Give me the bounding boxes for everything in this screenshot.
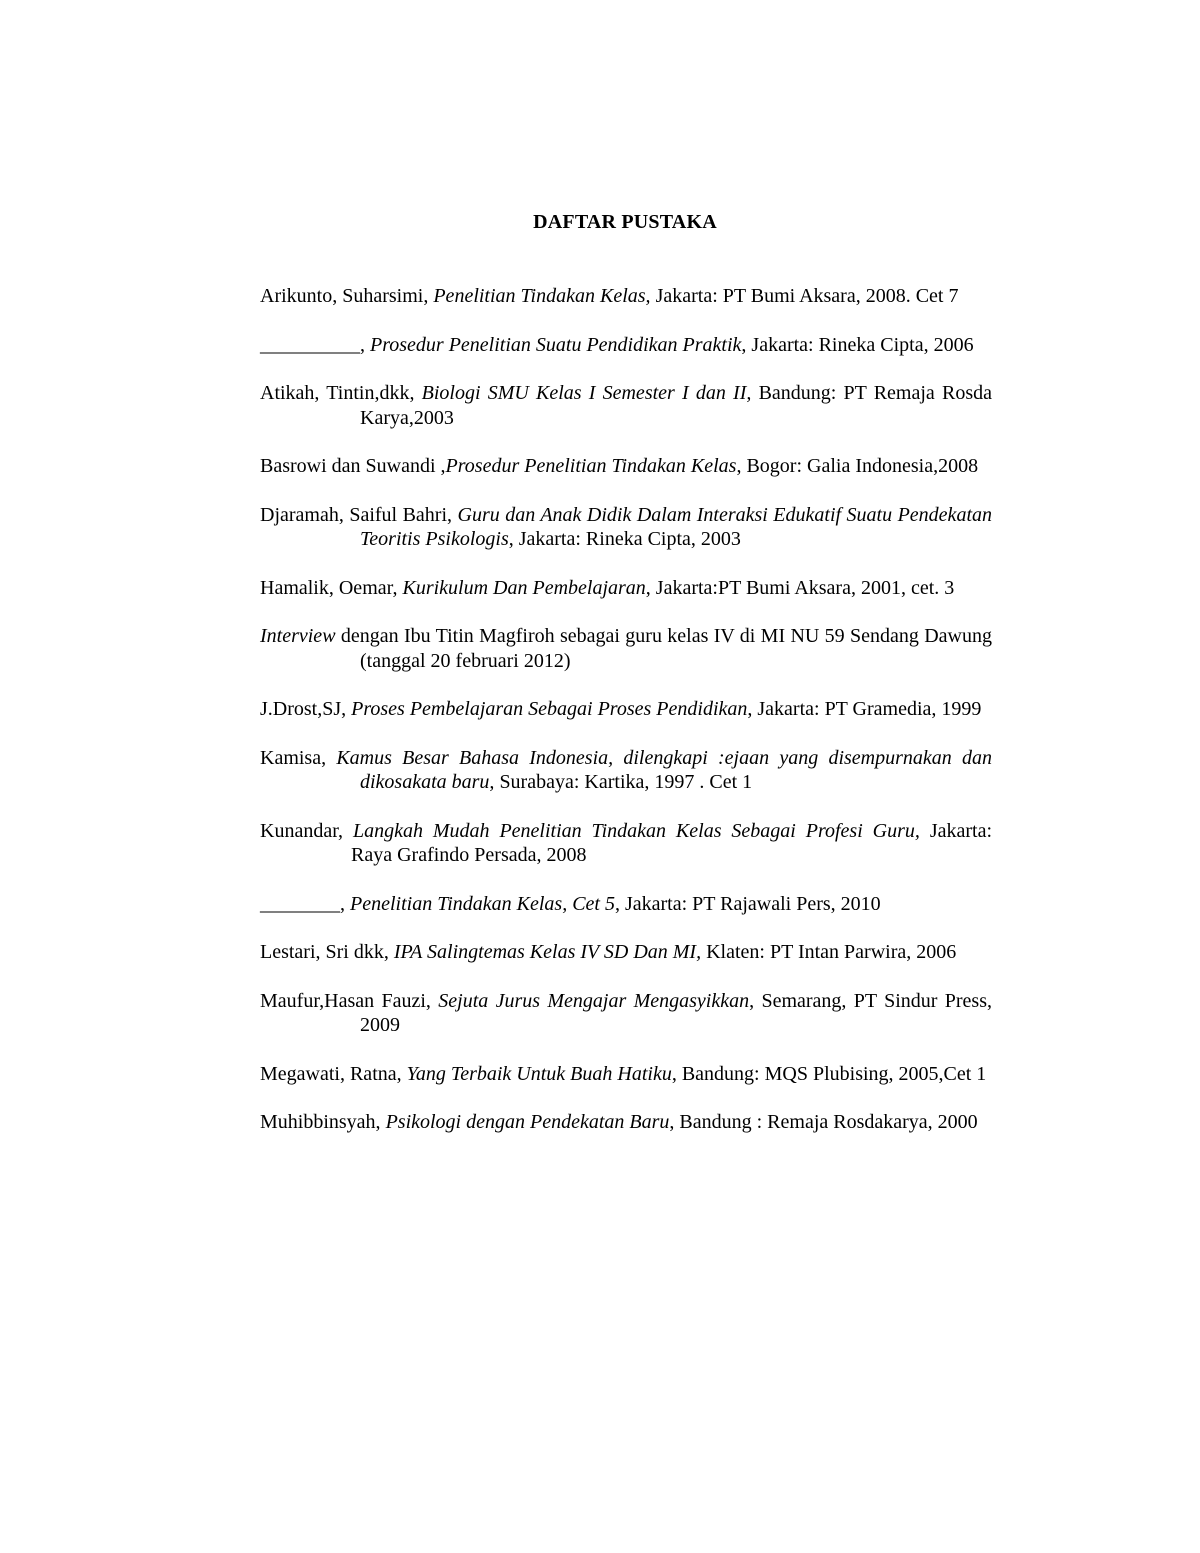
reference-author: Djaramah, Saiful Bahri, — [260, 503, 458, 526]
reference-publisher: Klaten: PT Intan Parwira, 2006 — [701, 941, 957, 963]
reference-title: Proses Pembelajaran Sebagai Proses Pendidikan — [351, 698, 748, 720]
reference-item — [260, 746, 992, 795]
reference-item — [260, 1062, 992, 1087]
reference-title: Penelitian Tindakan Kelas, Cet 5 — [350, 892, 615, 915]
reference-title: Kurikulum Dan Pembelajaran — [402, 576, 646, 599]
reference-publisher: , Bandung: MQS Plubising, 2005,Cet 1 — [671, 1062, 987, 1085]
reference-author: Maufur,Hasan Fauzi, — [260, 989, 439, 1012]
reference-author: __________, — [260, 333, 370, 356]
reference-title: Guru dan Anak Didik Dalam Interaksi Edukatif Suatu Pendekatan Teoritis Psikologis — [360, 503, 992, 550]
reference-title: Prosedur Penelitian Tindakan Kelas — [445, 455, 737, 477]
reference-author: Hamalik, Oemar, — [260, 576, 403, 599]
reference-author: Megawati, Ratna, — [260, 1062, 407, 1085]
reference-author: Lestari, Sri dkk, — [260, 941, 394, 963]
reference-item — [260, 381, 992, 430]
reference-title: Kamus Besar Bahasa Indonesia, dilengkapi :ejaan yang disempurnakan dan dikosakata baru, — [336, 746, 992, 793]
reference-publisher: , Semarang, PT Sindur Press, 2009 — [360, 989, 993, 1036]
reference-title: IPA Salingtemas Kelas IV SD Dan MI, — [393, 941, 702, 963]
reference-publisher: , Jakarta: Rineka Cipta, 2006 — [741, 333, 974, 356]
reference-item — [260, 819, 992, 868]
reference-title: Penelitian Tindakan Kelas, — [433, 285, 651, 307]
reference-item — [260, 892, 992, 917]
reference-item — [260, 454, 992, 479]
reference-author: ________, — [260, 892, 350, 915]
reference-item — [260, 697, 992, 722]
reference-publisher: , Bogor: Galia Indonesia,2008 — [736, 455, 979, 477]
reference-publisher: Jakarta: PT Bumi Aksara, 2008. Cet 7 — [650, 285, 959, 307]
reference-title: Sejuta Jurus Mengajar Mengasyikkan — [438, 989, 750, 1012]
reference-author: Basrowi dan Suwandi , — [260, 455, 446, 477]
reference-publisher: Bandung: PT Remaja Rosda Karya,2003 — [360, 382, 992, 429]
reference-item — [260, 1110, 992, 1135]
reference-title: Psikologi dengan Pendekatan Baru — [385, 1111, 670, 1133]
reference-item — [260, 940, 992, 965]
reference-title: Langkah Mudah Penelitian Tindakan Kelas Sebagai Profesi Guru, — [352, 819, 920, 842]
reference-publisher: Surabaya: Kartika, 1997 . Cet 1 — [494, 771, 753, 793]
page-title: DAFTAR PUSTAKA — [533, 211, 717, 233]
reference-item — [260, 503, 992, 552]
reference-publisher: , Jakarta: PT Gramedia, 1999 — [747, 698, 982, 720]
reference-publisher: , Jakarta: PT Rajawali Pers, 2010 — [614, 892, 881, 915]
reference-publisher: , Jakarta: Rineka Cipta, 2003 — [508, 528, 741, 550]
reference-publisher: Jakarta: Raya Grafindo Persada, 2008 — [351, 819, 993, 866]
reference-title: Prosedur Penelitian Suatu Pendidikan Praktik — [370, 333, 742, 356]
reference-publisher: , Jakarta:PT Bumi Aksara, 2001, cet. 3 — [645, 576, 955, 599]
reference-item — [260, 624, 992, 673]
reference-title: Yang Terbaik Untuk Buah Hatiku — [406, 1062, 672, 1085]
reference-author: Kamisa, — [260, 746, 337, 769]
reference-item — [260, 989, 992, 1038]
reference-item — [260, 284, 992, 309]
reference-author: Arikunto, Suharsimi, — [260, 285, 434, 307]
reference-author: Kunandar, — [260, 819, 353, 842]
reference-title: Interview — [260, 625, 336, 647]
reference-author: Atikah, Tintin,dkk, — [260, 382, 422, 404]
reference-author: Muhibbinsyah, — [260, 1111, 386, 1133]
reference-item — [260, 576, 992, 601]
reference-publisher: , Bandung : Remaja Rosdakarya, 2000 — [669, 1111, 978, 1133]
reference-title: Biologi SMU Kelas I Semester I dan II, — [421, 382, 752, 404]
reference-item — [260, 333, 992, 358]
reference-publisher: dengan Ibu Titin Magfiroh sebagai guru kelas IV di MI NU 59 Sendang Dawung (tanggal 20 februari 2012) — [335, 625, 992, 672]
reference-list — [260, 284, 992, 1159]
reference-author: J.Drost,SJ, — [260, 698, 352, 720]
